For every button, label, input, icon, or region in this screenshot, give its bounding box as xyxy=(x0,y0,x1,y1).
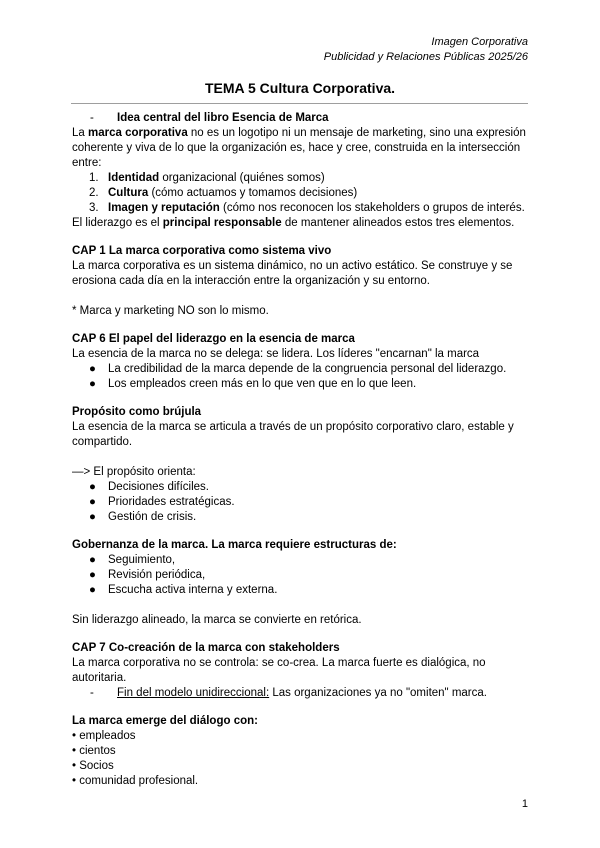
proposito-heading: Propósito como brújula xyxy=(72,406,202,418)
intro-dash-text: Idea central del libro Esencia de Marca xyxy=(117,112,329,124)
title-divider xyxy=(71,103,528,104)
page-number: 1 xyxy=(521,798,528,810)
intro-dash-item xyxy=(72,111,530,126)
item-rest: organizacional (quiénes somos) xyxy=(159,172,325,184)
dash-marker: - xyxy=(90,112,94,124)
bullet-icon: ● xyxy=(89,378,96,390)
item-bold: Imagen y reputación xyxy=(108,202,220,214)
dialogo-item: • empleados xyxy=(72,730,136,742)
bullet-text: Los empleados creen más en lo que ven que en lo que leen. xyxy=(108,378,417,390)
dialogo-item: • comunidad profesional. xyxy=(72,775,199,787)
dash-marker: - xyxy=(90,687,94,699)
bullet-icon: ● xyxy=(89,569,96,581)
bullet-text: La credibilidad de la marca depende de la congruencia personal del liderazgo. xyxy=(108,363,507,375)
list-item xyxy=(72,553,530,568)
list-item xyxy=(72,510,530,525)
item-rest: (cómo nos reconocen los stakeholders o grupos de interés. xyxy=(219,202,525,214)
cap7-heading: CAP 7 Co-creación de la marca con stakeholders xyxy=(72,642,340,654)
intro-p2-c: de mantener alineados estos tres elementos. xyxy=(281,217,515,229)
bullet-text: Decisiones difíciles. xyxy=(108,481,209,493)
cap7-dash-rest: Las organizaciones ya no "omiten" marca. xyxy=(269,687,487,699)
intro-p1-a: La xyxy=(72,127,88,139)
cap7-text: La marca corporativa no se controla: se co-crea. La marca fuerte es dialógica, no autoritaria. xyxy=(72,657,486,684)
bullet-icon: ● xyxy=(89,496,96,508)
cap6-text: La esencia de la marca no se delega: se lidera. Los líderes "encarnan" la marca xyxy=(72,348,480,360)
bullet-icon: ● xyxy=(89,481,96,493)
item-number: 2. xyxy=(89,187,99,199)
intro-p2-a: El liderazgo es el xyxy=(72,217,163,229)
bullet-icon: ● xyxy=(89,511,96,523)
header-course: Imagen Corporativa xyxy=(431,36,528,48)
gobernanza-heading: Gobernanza de la marca. La marca requiere estructuras de: xyxy=(72,539,397,551)
gobernanza-closing: Sin liderazgo alineado, la marca se convierte en retórica. xyxy=(72,614,362,626)
list-item xyxy=(72,480,530,495)
document-body xyxy=(72,111,530,789)
cap6-bullet-list xyxy=(72,362,530,392)
bullet-text: Prioridades estratégicas. xyxy=(108,496,235,508)
cap1-note: * Marca y marketing NO son lo mismo. xyxy=(72,305,269,317)
gobernanza-bullet-list xyxy=(72,553,530,598)
page-title: TEMA 5 Cultura Corporativa. xyxy=(204,80,396,96)
dialogo-item: • Socios xyxy=(72,760,114,772)
intro-p1-c: no es un logotipo ni un mensaje de marketing, sino una expresión coherente y viva de lo que la organización es, hace y cree, construida en la intersección entre: xyxy=(72,127,526,169)
cap7-dash-item xyxy=(72,686,530,701)
intro-leadership-paragraph xyxy=(72,216,530,231)
bullet-icon: ● xyxy=(89,584,96,596)
item-number: 3. xyxy=(89,202,99,214)
dialogo-heading: La marca emerge del diálogo con: xyxy=(72,715,258,727)
proposito-text: La esencia de la marca se articula a través de un propósito corporativo claro, estable y compartido. xyxy=(72,421,514,448)
proposito-bullet-list xyxy=(72,480,530,525)
item-bold: Cultura xyxy=(108,187,149,199)
dialogo-item: • cientos xyxy=(72,745,116,757)
intro-p2-bold: principal responsable xyxy=(162,217,282,229)
item-bold: Identidad xyxy=(108,172,160,184)
bullet-icon: ● xyxy=(89,363,96,375)
cap7-dash-underlined: Fin del modelo unidireccional: xyxy=(117,687,270,699)
intro-paragraph xyxy=(72,126,530,171)
list-item xyxy=(72,568,530,583)
list-item xyxy=(72,171,530,186)
list-item xyxy=(72,362,530,377)
cap1-text: La marca corporativa es un sistema dinámico, no un activo estático. Se construye y se erosiona cada día en la interacción entre la organización y su entorno. xyxy=(72,260,513,287)
item-rest: (cómo actuamos y tomamos decisiones) xyxy=(148,187,358,199)
item-number: 1. xyxy=(89,172,99,184)
intro-numbered-list xyxy=(72,171,530,216)
list-item xyxy=(72,377,530,392)
list-item xyxy=(72,186,530,201)
cap1-heading: CAP 1 La marca corporativa como sistema vivo xyxy=(72,245,332,257)
list-item xyxy=(72,583,530,598)
header-degree: Publicidad y Relaciones Públicas 2025/26 xyxy=(323,51,528,63)
intro-p1-bold: marca corporativa xyxy=(88,127,188,139)
bullet-text: Gestión de crisis. xyxy=(108,511,197,523)
bullet-text: Seguimiento, xyxy=(108,554,176,566)
proposito-arrow-line: —> El propósito orienta: xyxy=(72,466,196,478)
list-item xyxy=(72,201,530,216)
list-item xyxy=(72,495,530,510)
cap6-heading: CAP 6 El papel del liderazgo en la esencia de marca xyxy=(72,333,355,345)
bullet-text: Escucha activa interna y externa. xyxy=(108,584,278,596)
bullet-text: Revisión periódica, xyxy=(108,569,206,581)
bullet-icon: ● xyxy=(89,554,96,566)
